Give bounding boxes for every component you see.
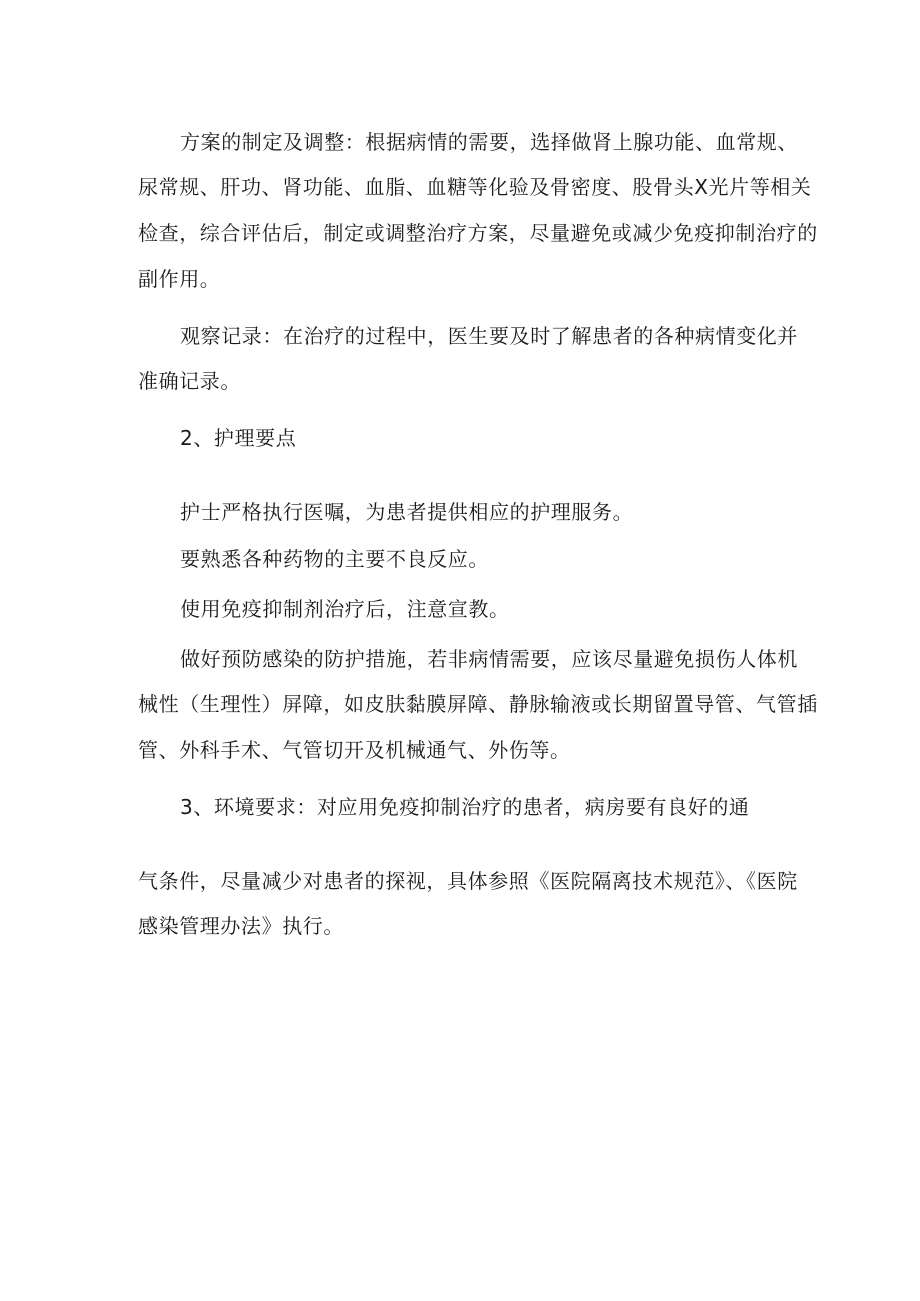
paragraph-line: 械性（生理性）屏障，如皮肤黏膜屏障、静脉输液或长期留置导管、气管插 [138, 692, 818, 716]
paragraph-line: 观察记录：在治疗的过程中，医生要及时了解患者的各种病情变化并 [180, 324, 798, 348]
paragraph-line: 准确记录。 [138, 369, 241, 393]
paragraph-line: 感染管理办法》执行。 [138, 914, 344, 938]
paragraph-line: 使用免疫抑制剂治疗后，注意宣教。 [180, 597, 510, 621]
paragraph-line: 护士严格执行医嘱，为患者提供相应的护理服务。 [180, 500, 634, 524]
section-heading: 2、护理要点 [180, 426, 297, 450]
section-heading: 3、环境要求：对应用免疫抑制治疗的患者，病房要有良好的通 [180, 795, 750, 819]
paragraph-line: 做好预防感染的防护措施，若非病情需要，应该尽量避免损伤人体机 [180, 647, 798, 671]
paragraph-line: 管、外科手术、气管切开及机械通气、外伤等。 [138, 738, 571, 762]
paragraph-line: 尿常规、肝功、肾功能、血脂、血糖等化验及骨密度、股骨头X光片等相关 [138, 175, 812, 199]
paragraph-line: 方案的制定及调整：根据病情的需要，选择做肾上腺功能、血常规、 [180, 130, 798, 154]
paragraph-line: 气条件，尽量减少对患者的探视，具体参照《医院隔离技术规范》、《医院 [138, 869, 798, 893]
paragraph-line: 检查，综合评估后，制定或调整治疗方案，尽量避免或减少免疫抑制治疗的 [138, 221, 818, 245]
paragraph-line: 副作用。 [138, 267, 221, 291]
paragraph-line: 要熟悉各种药物的主要不良反应。 [180, 547, 489, 571]
